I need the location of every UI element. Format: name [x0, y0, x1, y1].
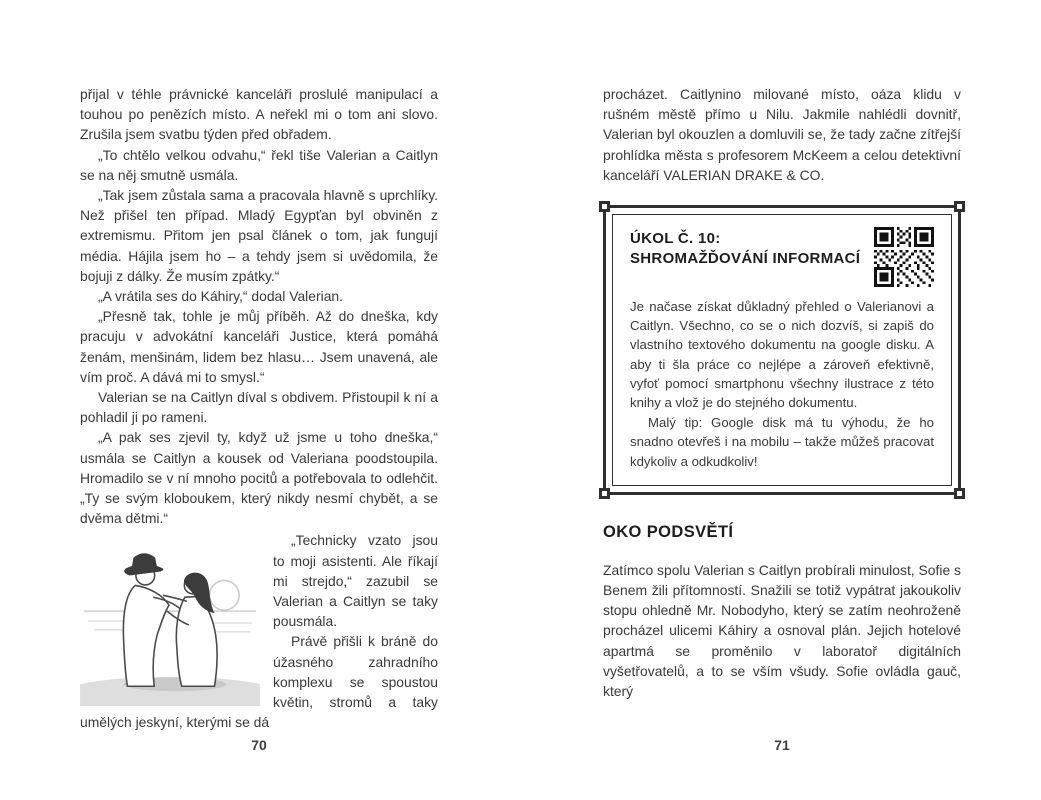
paragraph: „A pak ses zjevil ty, když už jsme u toho dneška,“ usmála se Caitlyn a kousek od Valeriana poodstoupila. Hromadilo se v ní mnoho pocitů a potřebovala to odlehčit. „Ty se svým kloboukem, který nikdy nesmí chybět, a se dvěma dětmi.“: [80, 429, 438, 527]
task-box-paragraph: Malý tip: Google disk má tu výhodu, že ho snadno otevřeš i na mobilu – takže můžeš pracovat kdykoliv a odkudkoliv!: [630, 415, 934, 469]
task-title-line: SHROMAŽĎOVÁNÍ INFORMACÍ: [630, 250, 861, 268]
couple-illustration: [80, 536, 260, 706]
section-heading: OKO PODSVĚTÍ: [603, 522, 734, 541]
frame-corner: [599, 488, 610, 499]
page-number-right: 71: [774, 737, 790, 753]
paragraph: přijal v téhle právnické kanceláři proslulé manipulací a touhou po penězích místo. A neřekl mi o tom ani slovo. Zrušila jsem svatbu týden před obřadem.: [80, 86, 438, 143]
task-title-line: ÚKOL Č. 10:: [630, 230, 721, 248]
paragraph: Právě přišli k bráně do úžasného zahradního komplexu se spoustou květin, stromů a taky umělých jeskyní, kterými se dá: [80, 633, 438, 731]
left-page: [80, 84, 438, 733]
task-box-title: [630, 227, 860, 269]
task-box-header: [630, 227, 934, 287]
task-box-inner: [612, 214, 952, 486]
frame-corner: [954, 488, 965, 499]
right-page: [603, 84, 961, 701]
frame-corner: [599, 201, 610, 212]
paragraph: procházet. Caitlynino milované místo, oáza klidu v rušném městě přímo u Nilu. Jakmile nahlédli dovnitř, Valerian byl okouzlen a domluvili se, že tady začne zítřejší prohlídka města s profesorem McKeem a celou detektivní kanceláří VALERIAN DRAKE & CO.: [603, 86, 961, 183]
frame-corner: [954, 201, 965, 212]
page-number-left: 70: [251, 737, 267, 753]
task-box-paragraph: Je načase získat důkladný přehled o Valerianovi a Caitlyn. Všechno, co se o nich dozvíš, si zapiš do vlastního textového dokumentu na google disku. A aby ti šla práce co nejlépe a zároveň efektivně, vyfoť pomocí smartphonu všechny ilustrace z této knihy a vlož je do stejného dokumentu.: [630, 299, 934, 411]
section-paragraph: Zatímco spolu Valerian s Caitlyn probírali minulost, Sofie s Benem žili přítomností. Snažili se totiž vypátrat jakoukoliv stopu ohledně Mr. Nobodyho, který se zatím neohroženě procházel ulicemi Káhiry a osnoval plán. Jejich hotelové apartmá se proměnilo v laboratoř digitálních vyšetřovatelů, a to se vším všudy. Sofie ovládla gauč, který: [603, 561, 961, 700]
paragraph: Valerian se na Caitlyn díval s obdivem. Přistoupil k ní a pohladil ji po rameni.: [80, 389, 438, 426]
paragraph: „Tak jsem zůstala sama a pracovala hlavně s uprchlíky. Než přišel ten případ. Mladý Egypťan byl obviněn z extremismu. Přitom jen psal článek o tom, jak fungují média. Hájila jsem ho – a tehdy jsem si uvědomila, že bojuji z dálky. Že musím zpátky.“: [80, 187, 438, 284]
task-box: [603, 205, 961, 495]
paragraph: „To chtělo velkou odvahu,“ řekl tiše Valerian a Caitlyn se na něj smutně usmála.: [80, 146, 438, 183]
paragraph: „A vrátila ses do Káhiry,“ dodal Valerian.: [98, 288, 344, 305]
qr-code-icon: [874, 227, 934, 287]
paragraph: „Technicky vzato jsou to moji asistenti. Ale říkají mi strejdo,“ zazubil se Valerian a Caitlyn se taky pousmála.: [273, 532, 438, 630]
paragraph: „Přesně tak, tohle je můj příběh. Až do dneška, kdy pracuju v advokátní kanceláři Justice, která pomáhá ženám, menšinám, lidem bez hlasu… Jsem unavená, ale vím proč. A dává mi to smysl.“: [80, 308, 438, 385]
illustration-text-wrap: [80, 530, 438, 732]
